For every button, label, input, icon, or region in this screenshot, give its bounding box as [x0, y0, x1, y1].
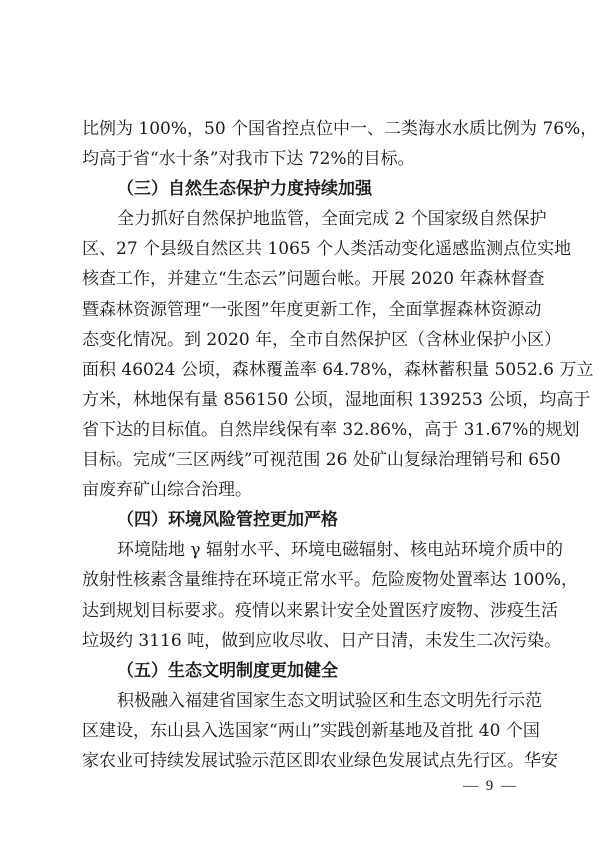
paragraph-line: 均高于省“水十条”对我市下达 72%的目标。	[82, 149, 415, 170]
paragraph-line: 环境陆地 γ 辐射水平、环境电磁辐射、核电站环境介质中的	[117, 540, 563, 561]
section-heading: （五）生态文明制度更加健全	[117, 660, 338, 681]
section-heading: （四）环境风险管控更加严格	[117, 510, 338, 531]
paragraph-line: 全力抓好自然保护地监管，全面完成 2 个国家级自然保护	[117, 209, 547, 230]
paragraph-line: 积极融入福建省国家生态文明试验区和生态文明先行示范	[117, 690, 542, 711]
paragraph-line: 面积 46024 公顷，森林覆盖率 64.78%，森林蓄积量 5052.6 万立	[82, 359, 594, 380]
page-number: — 9 —	[463, 778, 518, 794]
paragraph-line: 区、27 个县级自然区共 1065 个人类活动变化遥感监测点位实地	[82, 239, 572, 260]
paragraph-line: 家农业可持续发展试验示范区即农业绿色发展试点先行区。华安	[82, 750, 558, 771]
document-body	[82, 114, 598, 776]
paragraph-line: 目标。完成“三区两线”可视范围 26 处矿山复绿治理销号和 650	[82, 450, 561, 471]
paragraph-line: 亩废弃矿山综合治理。	[82, 480, 252, 501]
paragraph-line: 放射性核素含量维持在环境正常水平。危险废物处置率达 100%，	[82, 570, 579, 591]
paragraph-line: 区建设，东山县入选国家“两山”实践创新基地及首批 40 个国	[82, 720, 540, 741]
paragraph-line: 省下达的目标值。自然岸线保有率 32.86%，高于 31.67%的规划	[82, 419, 580, 440]
paragraph-line: 暨森林资源管理“一张图”年度更新工作，全面掌握森林资源动	[82, 299, 542, 320]
paragraph-line: 比例为 100%，50 个国省控点位中一、二类海水水质比例为 76%，	[82, 119, 598, 139]
paragraph-line: 达到规划目标要求。疫情以来累计安全处置医疗废物、涉疫生活	[82, 600, 558, 621]
paragraph-line: 垃圾约 3116 吨，做到应收尽收、日产日清，未发生二次污染。	[82, 630, 562, 651]
paragraph-line: 态变化情况。到 2020 年，全市自然保护区（含林业保护小区）	[82, 329, 562, 350]
paragraph-line: 核查工作，并建立“生态云”问题台帐。开展 2020 年森林督查	[82, 269, 545, 290]
section-heading: （三）自然生态保护力度持续加强	[117, 179, 372, 200]
paragraph-line: 方米，林地保有量 856150 公顷，湿地面积 139253 公顷，均高于	[82, 389, 591, 410]
